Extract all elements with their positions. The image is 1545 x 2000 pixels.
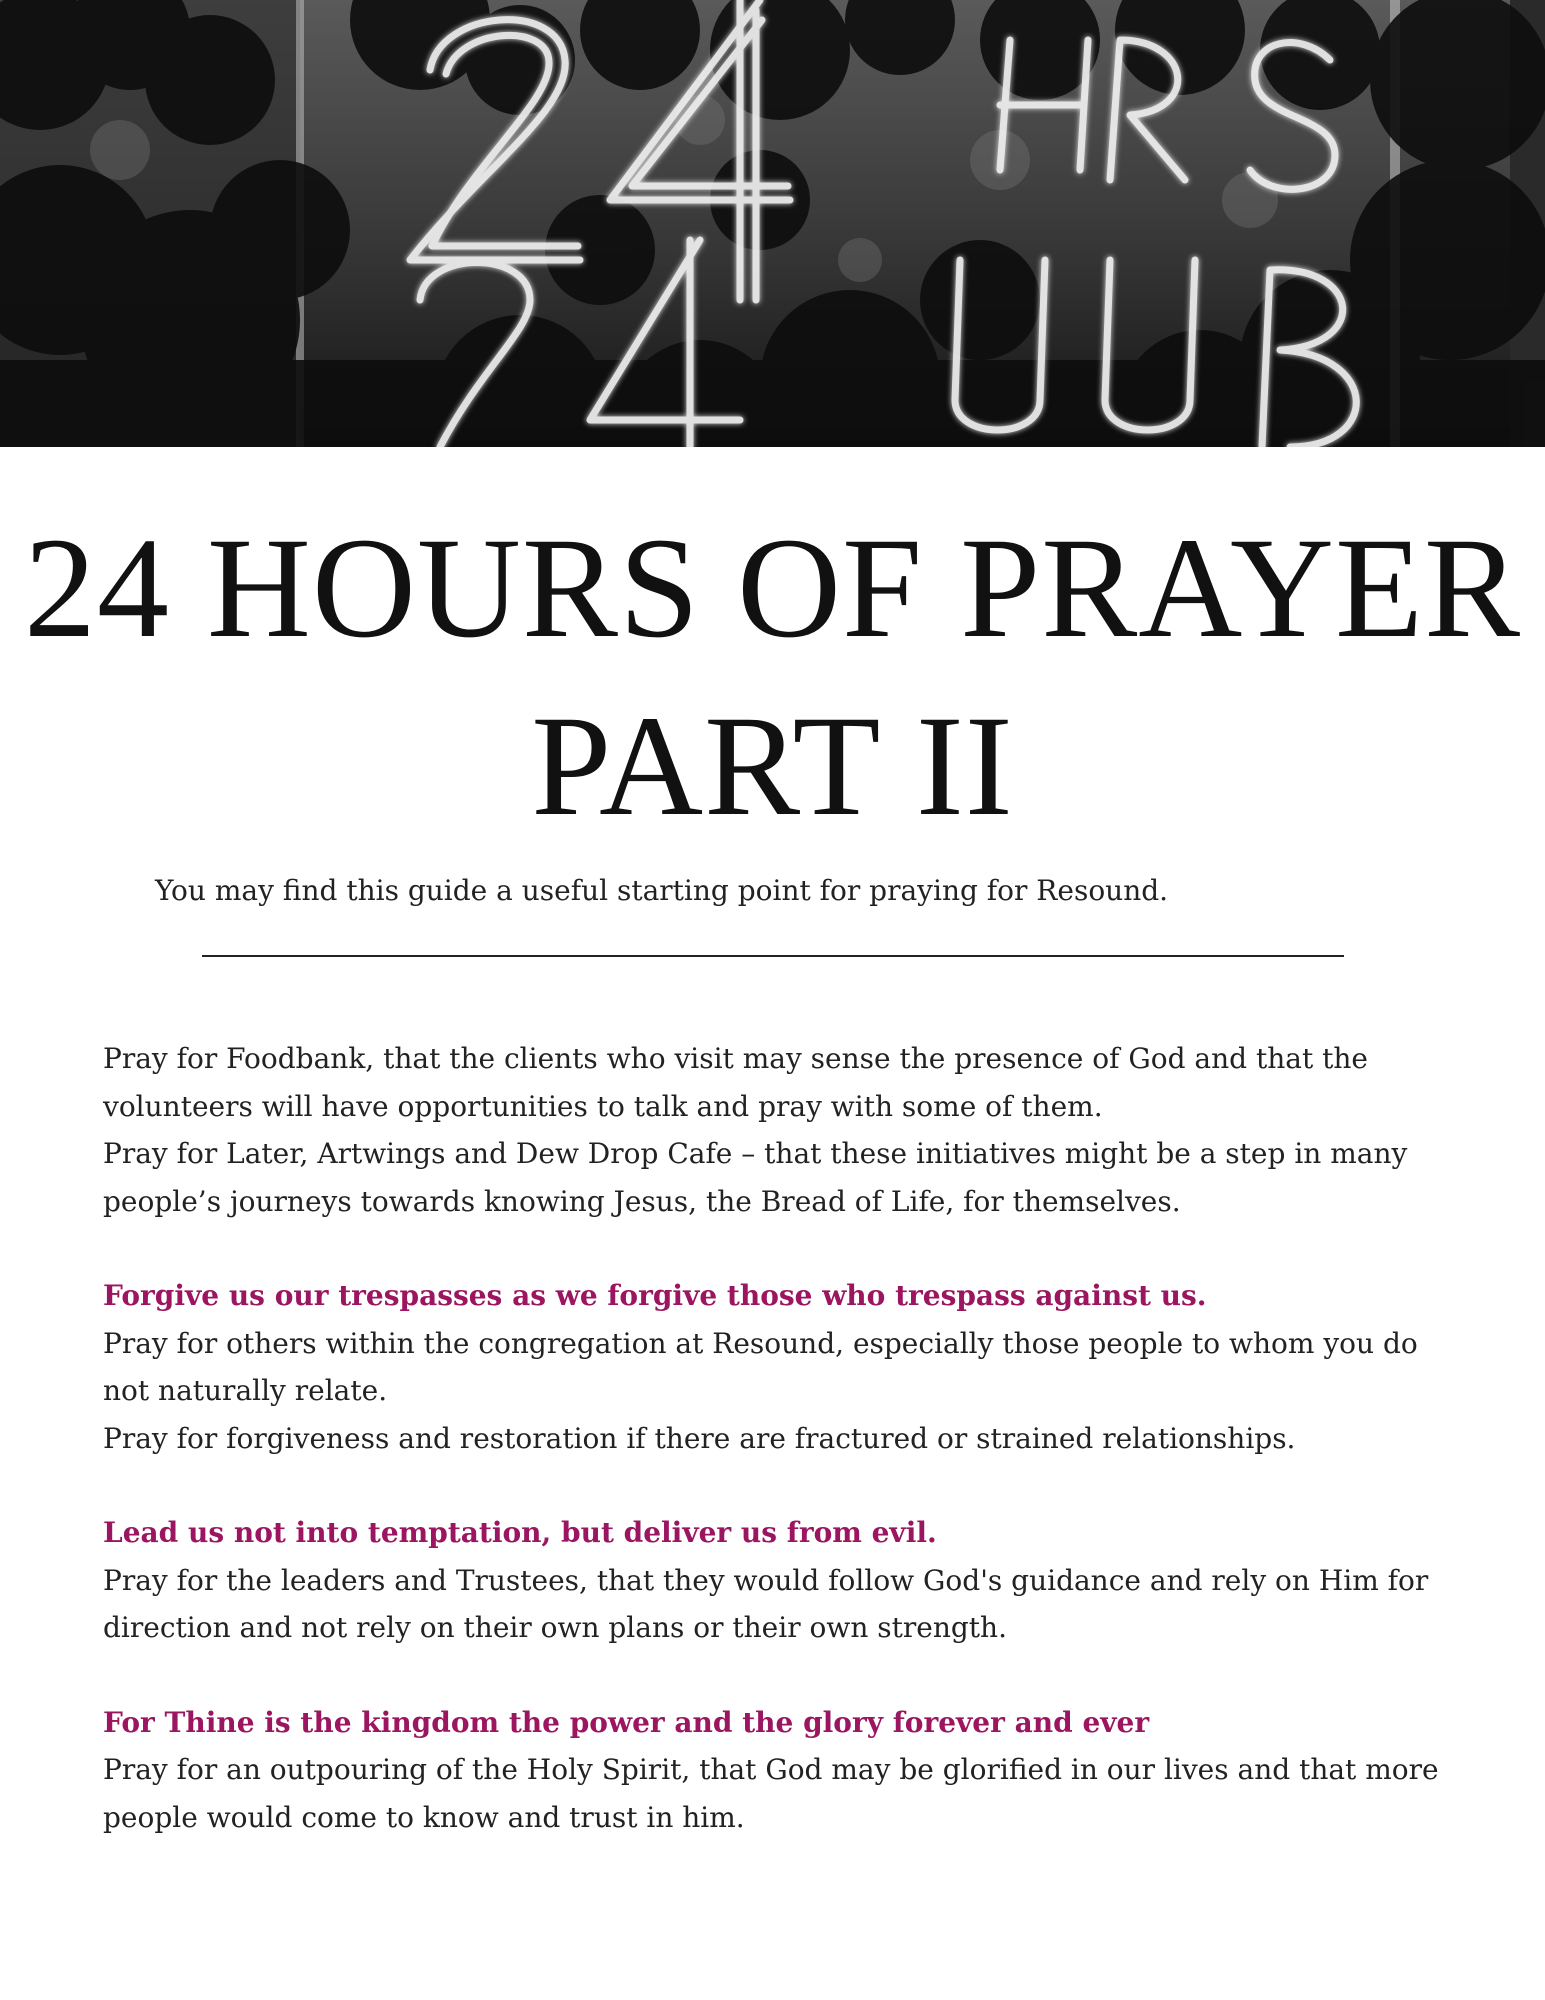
page-title [0, 500, 1545, 856]
intro-text: You may find this guide a useful starting point for praying for Resound. [155, 874, 1169, 907]
paragraph: Pray for Later, Artwings and Dew Drop Cafe – that these initiatives might be a step in many people’s journeys towards knowing Jesus, the Bread of Life, for themselves. [103, 1137, 1408, 1218]
paragraph: Pray for Foodbank, that the clients who visit may sense the presence of God and that the volunteers will have opportunities to talk and pray with some of them. [103, 1042, 1368, 1123]
section-line: Pray for an outpouring of the Holy Spirit, that God may be glorified in our lives and that more people would come to know and trust in him. [103, 1753, 1439, 1834]
section-forgiveness [103, 1272, 1443, 1462]
divider [202, 955, 1344, 957]
title-line-1: 24 HOURS OF PRAYER [23, 509, 1522, 668]
opening-section [103, 1035, 1443, 1225]
section-heading: Lead us not into temptation, but deliver us from evil. [103, 1516, 937, 1549]
section-heading: For Thine is the kingdom the power and the glory forever and ever [103, 1705, 1150, 1739]
section-kingdom [103, 1699, 1443, 1842]
section-heading: Forgive us our trespasses as we forgive those who trespass against us. [103, 1279, 1207, 1312]
section-line: Pray for forgiveness and restoration if there are fractured or strained relationships. [103, 1421, 1296, 1455]
title-line-2: PART II [531, 687, 1014, 846]
section-line: Pray for others within the congregation at Resound, especially those people to whom you do not naturally relate. [103, 1326, 1418, 1407]
section-temptation [103, 1509, 1443, 1652]
neon-sign-photo [0, 0, 1545, 447]
section-line: Pray for the leaders and Trustees, that they would follow God's guidance and rely on Him for direction and not rely on their own plans or their own strength. [103, 1563, 1429, 1644]
header-photo [0, 0, 1545, 447]
prayer-guide-body [103, 1035, 1443, 1841]
